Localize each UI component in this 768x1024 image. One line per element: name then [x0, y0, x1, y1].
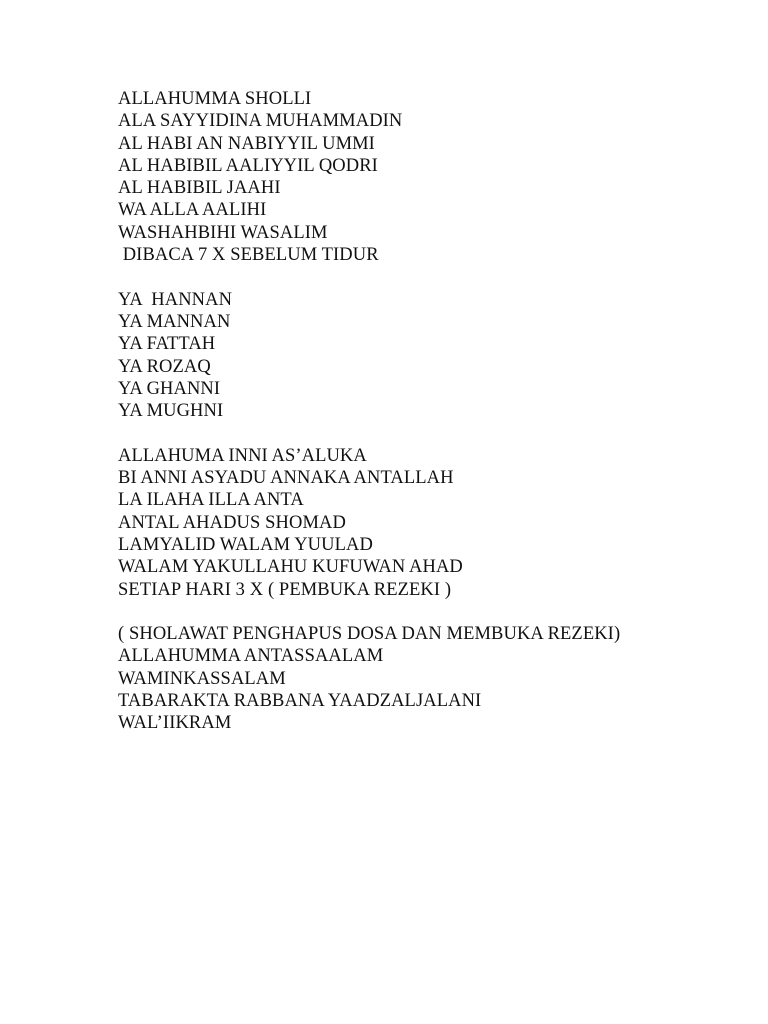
- text-line: WASHAHBIHI WASALIM: [118, 222, 328, 243]
- text-line: AL HABIBIL AALIYYIL QODRI: [118, 155, 378, 176]
- text-line: LAMYALID WALAM YUULAD: [118, 534, 373, 555]
- stanza-sholawat-penghapus-dosa: [118, 623, 718, 734]
- instruction-line: DIBACA 7 X SEBELUM TIDUR: [118, 245, 379, 266]
- text-line: YA GHANNI: [118, 378, 221, 399]
- stanza-doa: [118, 445, 718, 601]
- text-line: AL HABI AN NABIYYIL UMMI: [118, 133, 375, 154]
- stanza-sholawat: [118, 88, 718, 266]
- text-line: ALA SAYYIDINA MUHAMMADIN: [118, 111, 403, 132]
- stanza-asmaul-husna: [118, 289, 718, 423]
- text-line: TABARAKTA RABBANA YAADZALJALANI: [118, 691, 482, 712]
- text-line: ANTAL AHADUS SHOMAD: [118, 512, 346, 533]
- prayer-text: [118, 88, 718, 757]
- text-line: ALLAHUMA INNI AS’ALUKA: [118, 445, 367, 466]
- text-line: ALLAHUMMA ANTASSAALAM: [118, 646, 384, 667]
- section-heading: ( SHOLAWAT PENGHAPUS DOSA DAN MEMBUKA REZEKI): [118, 624, 621, 645]
- text-line: WA ALLA AALIHI: [118, 200, 267, 221]
- text-line: YA MUGHNI: [118, 401, 224, 422]
- text-line: AL HABIBIL JAAHI: [118, 178, 281, 199]
- text-line: WAL’IIKRAM: [118, 713, 232, 734]
- text-line: YA FATTAH: [118, 334, 216, 355]
- text-line: LA ILAHA ILLA ANTA: [118, 490, 304, 511]
- text-line: BI ANNI ASYADU ANNAKA ANTALLAH: [118, 468, 454, 489]
- text-line: ALLAHUMMA SHOLLI: [118, 89, 312, 109]
- text-line: YA HANNAN: [118, 289, 233, 310]
- instruction-line: SETIAP HARI 3 X ( PEMBUKA REZEKI ): [118, 579, 452, 600]
- text-line: WAMINKASSALAM: [118, 668, 286, 689]
- text-line: YA ROZAQ: [118, 356, 211, 377]
- text-line: WALAM YAKULLAHU KUFUWAN AHAD: [118, 557, 463, 578]
- text-line: YA MANNAN: [118, 311, 231, 332]
